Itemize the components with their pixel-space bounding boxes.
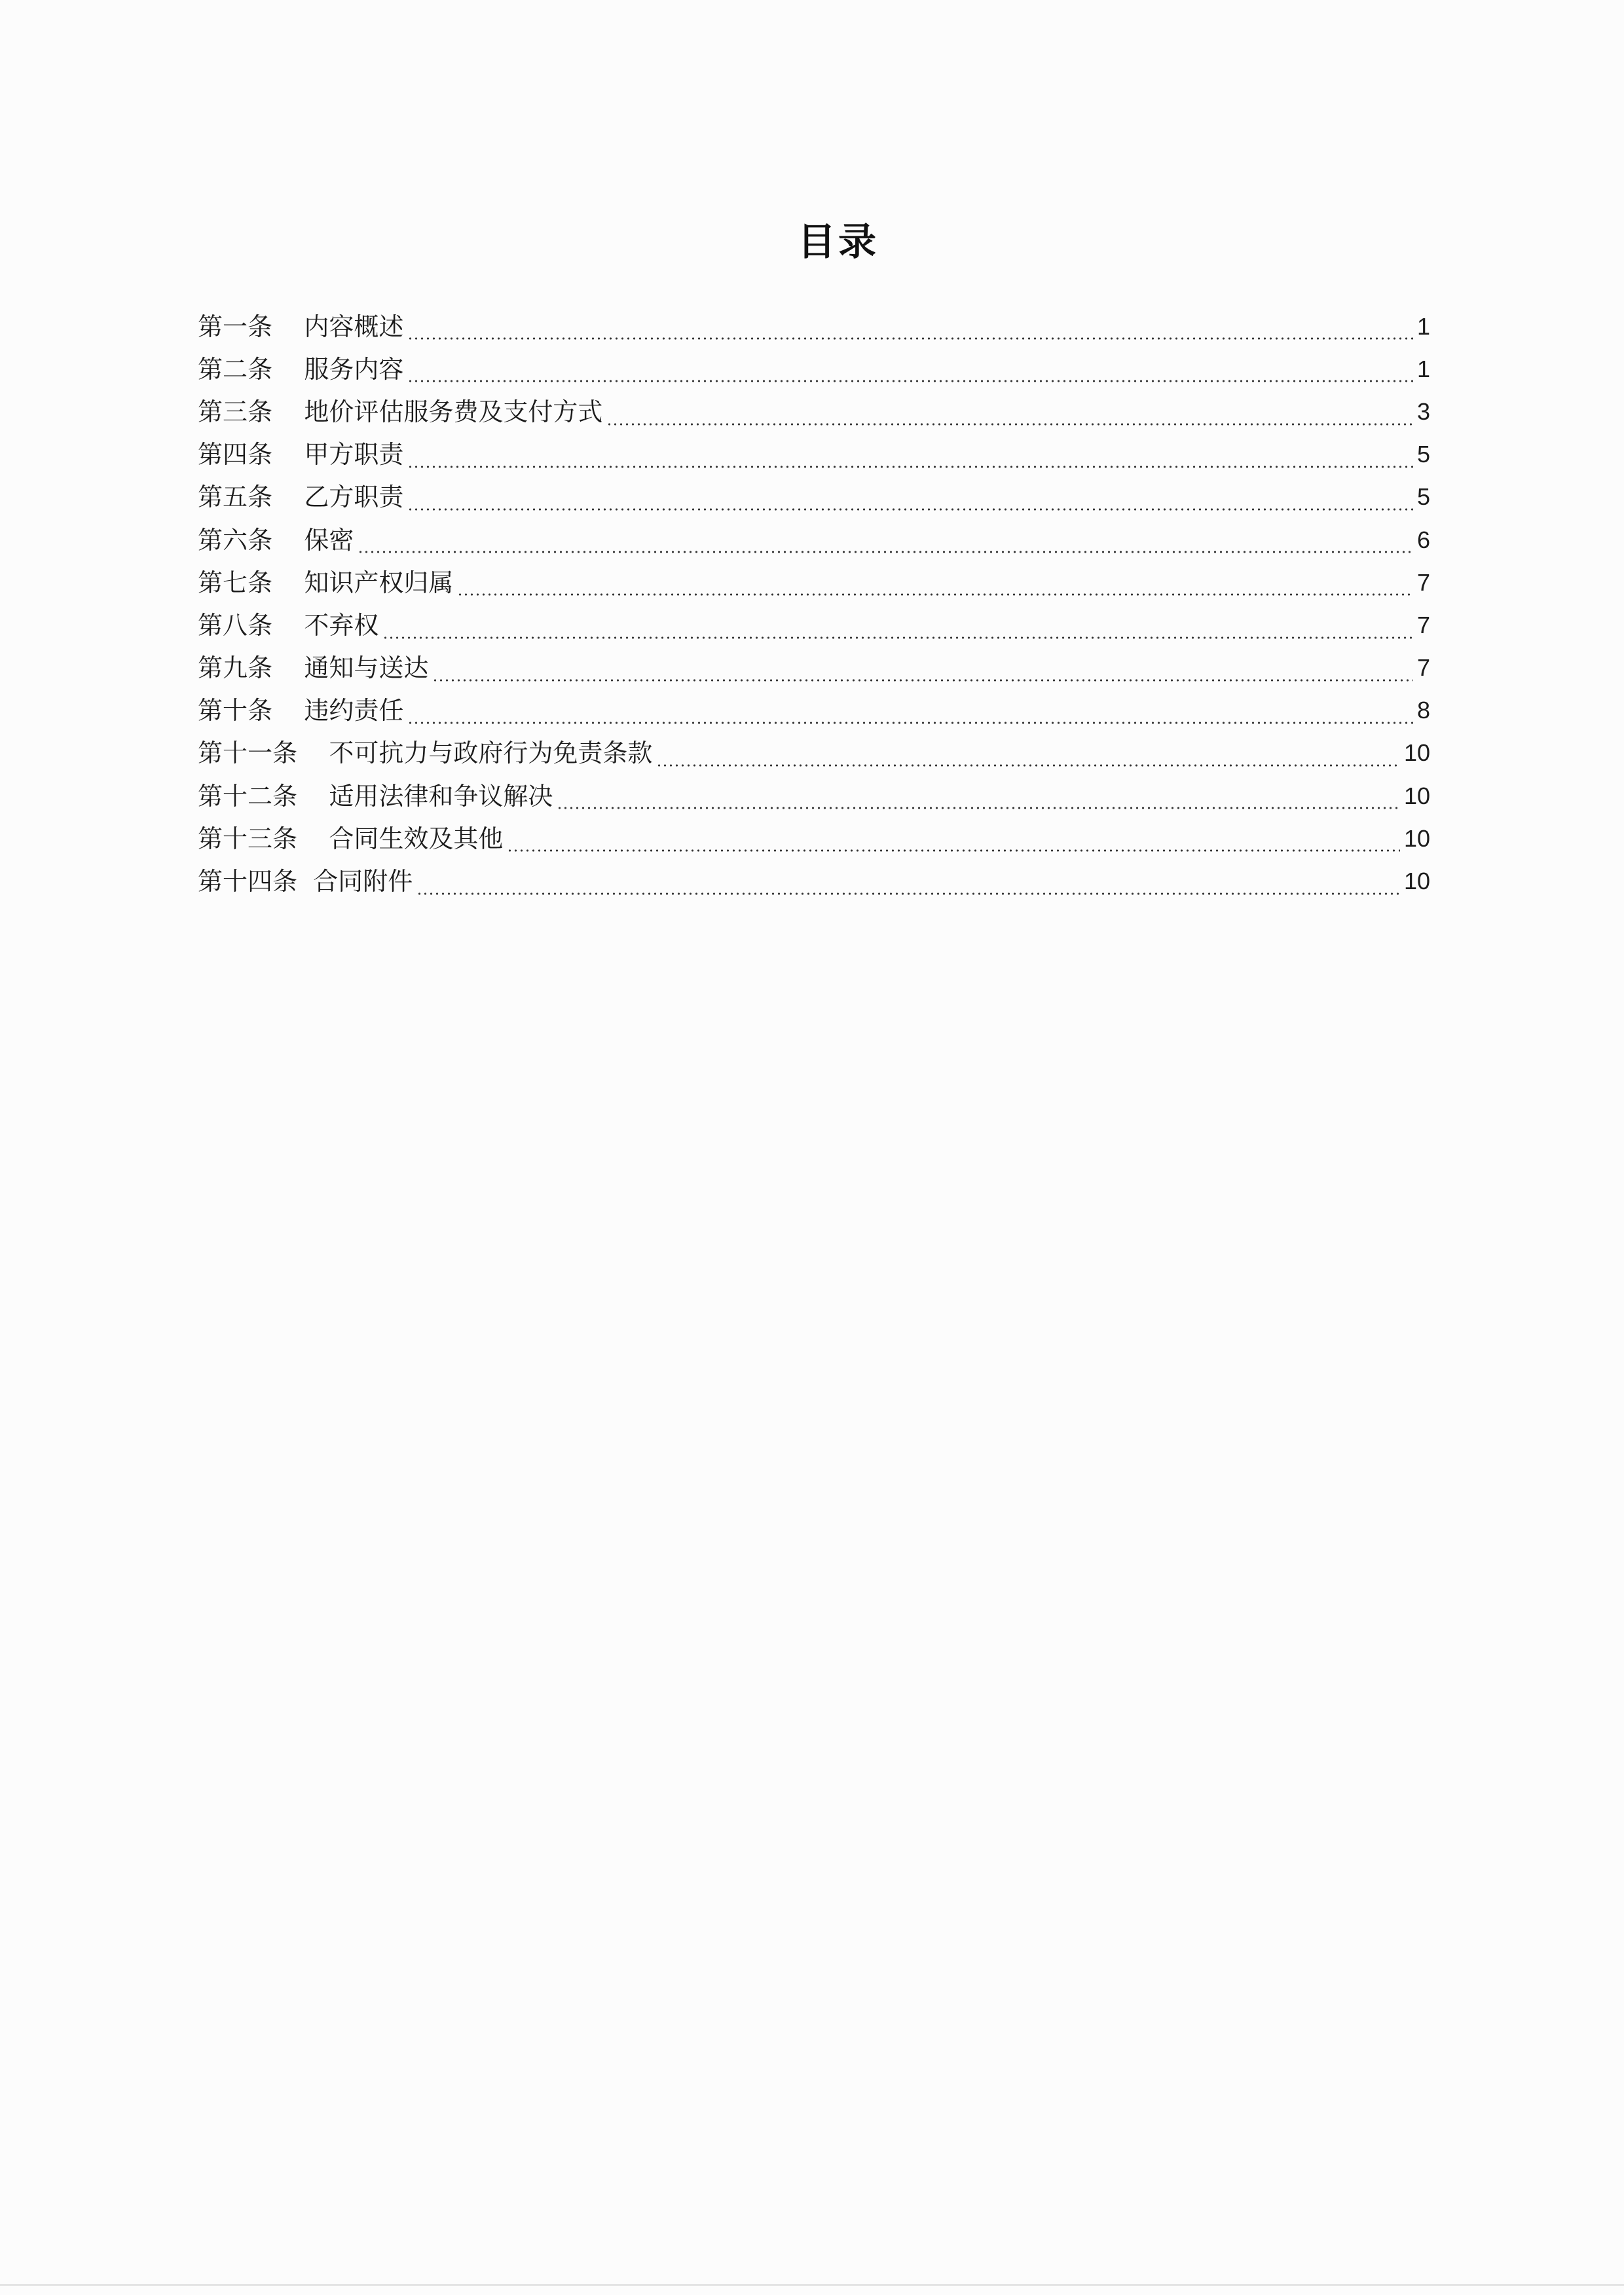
toc-entry-number: 第五条 <box>198 483 273 512</box>
toc-entry-label: 不可抗力与政府行为免责条款 <box>329 739 653 768</box>
toc-entry-number: 第九条 <box>198 653 273 683</box>
toc-leader-dots <box>457 593 1413 596</box>
toc-entry-label: 知识产权归属 <box>304 568 454 597</box>
toc-entry[interactable] <box>198 689 1430 732</box>
toc-leader-dots <box>656 764 1400 767</box>
toc-entry-gap <box>272 485 304 509</box>
toc-entry-label: 服务内容 <box>304 354 404 384</box>
toc-entry-gap <box>297 741 329 765</box>
toc-entry-page: 1 <box>1416 355 1430 382</box>
toc-entry-gap <box>272 314 304 339</box>
toc-leader-dots <box>382 636 1413 639</box>
toc-entry-page: 6 <box>1416 526 1430 553</box>
toc-leader-dots <box>606 423 1413 426</box>
toc-entry-number: 第十一条 <box>198 739 298 768</box>
toc-entry-label: 适用法律和争议解决 <box>329 781 553 811</box>
toc-entry-gap <box>272 442 304 467</box>
toc-entry-gap <box>297 784 329 809</box>
toc-entry[interactable] <box>198 519 1430 561</box>
toc-entry-page: 10 <box>1403 868 1430 895</box>
toc-entry-number: 第八条 <box>198 610 273 640</box>
toc-entry[interactable] <box>198 860 1430 902</box>
toc-entry[interactable] <box>198 775 1430 817</box>
toc-entry-number: 第十三条 <box>198 824 298 853</box>
toc-entry-page: 10 <box>1403 739 1430 767</box>
toc-leader-dots <box>407 337 1413 340</box>
toc-entry-page: 5 <box>1416 483 1430 511</box>
toc-entry-number: 第十二条 <box>198 781 298 811</box>
toc-entry[interactable] <box>198 390 1430 433</box>
toc-entry-label: 保密 <box>304 525 354 555</box>
toc-entry-number: 第三条 <box>198 397 273 426</box>
toc-entry-label: 不弃权 <box>304 610 379 640</box>
toc-entry-label: 地价评估服务费及支付方式 <box>304 397 603 426</box>
toc-entry-page: 10 <box>1403 824 1430 852</box>
toc-entry-label: 违约责任 <box>304 696 404 725</box>
toc-entry[interactable] <box>198 476 1430 519</box>
toc-entry-number: 第六条 <box>198 525 273 555</box>
toc-entry[interactable] <box>198 433 1430 476</box>
toc-leader-dots <box>557 807 1400 809</box>
toc-entry-page: 7 <box>1416 654 1430 682</box>
toc-title: 目录 <box>797 219 879 264</box>
toc-entry-number: 第七条 <box>198 568 273 597</box>
toc-leader-dots <box>432 679 1413 682</box>
toc-entry-label: 甲方职责 <box>304 440 404 469</box>
toc-entry[interactable] <box>198 817 1430 860</box>
toc-entry-page: 3 <box>1416 397 1430 425</box>
toc-leader-dots <box>407 722 1413 724</box>
toc-entry-page: 8 <box>1416 697 1430 724</box>
toc-leader-dots <box>407 508 1413 511</box>
toc-entry-number: 第十条 <box>198 696 273 725</box>
toc-entry-number: 第二条 <box>198 354 273 384</box>
toc-entry-gap <box>272 399 304 424</box>
toc-entry-label: 合同生效及其他 <box>329 824 504 853</box>
toc-leader-dots <box>407 466 1413 468</box>
toc-entry-number: 第四条 <box>198 440 273 469</box>
toc-leader-dots <box>358 551 1413 553</box>
toc-entry[interactable] <box>198 305 1430 348</box>
toc-leader-dots <box>407 380 1413 382</box>
toc-entry-gap <box>297 826 329 851</box>
toc-entry-gap <box>272 528 304 553</box>
toc-entry-page: 10 <box>1403 782 1430 809</box>
toc-entry-page: 5 <box>1416 441 1430 468</box>
toc-entry[interactable] <box>198 647 1430 689</box>
toc-entry[interactable] <box>198 604 1430 646</box>
toc-entry-page: 1 <box>1416 312 1430 340</box>
toc-entry-label: 通知与送达 <box>304 653 429 683</box>
toc-entry-label: 内容概述 <box>304 312 404 341</box>
toc-entry-label: 合同附件 <box>313 867 413 896</box>
toc-entry-label: 乙方职责 <box>304 483 404 512</box>
toc-entry-gap <box>272 613 304 638</box>
toc-entry-gap <box>272 698 304 723</box>
toc-entry-page: 7 <box>1416 568 1430 596</box>
toc-entry[interactable] <box>198 732 1430 775</box>
toc-entry[interactable] <box>198 561 1430 604</box>
toc-entry-gap <box>272 570 304 595</box>
toc-entry-number: 第一条 <box>198 312 273 341</box>
toc-leader-dots <box>416 892 1400 895</box>
toc-entry[interactable] <box>198 348 1430 390</box>
toc-entry-gap <box>272 655 304 680</box>
toc-entry-number: 第十四条 <box>198 867 298 896</box>
toc-leader-dots <box>507 849 1400 852</box>
toc-entry-page: 7 <box>1416 611 1430 638</box>
toc-entry-gap <box>297 869 313 894</box>
scan-edge-line <box>0 2284 1624 2286</box>
toc-list <box>198 305 1430 903</box>
toc-entry-gap <box>272 357 304 382</box>
